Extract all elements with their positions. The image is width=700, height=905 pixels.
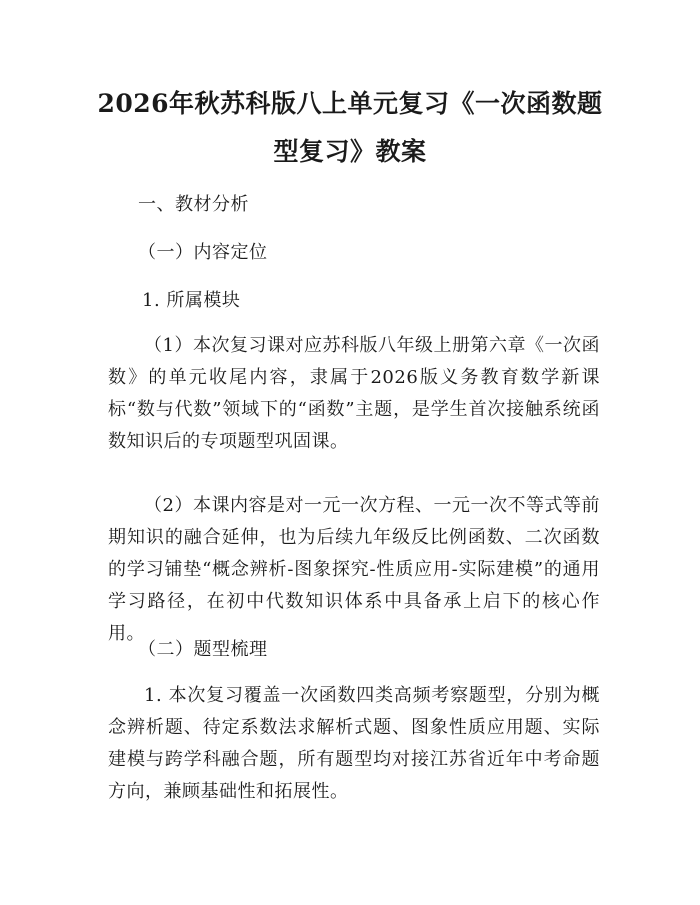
document-title-line-1: 2026年秋苏科版八上单元复习《一次函数题 — [97, 89, 603, 118]
paragraph-2: （2）本课内容是对一元一次方程、一元一次不等式等前期知识的融合延伸，也为后续九年级反比例函数、二次函数的学习铺垫“概念辨析-图象探究-性质应用-实际建模”的通用学习路径，在初中代数知识体系中具备承上启下的核心作用。 — [108, 495, 600, 644]
section-heading-teaching-material-analysis: 一、教材分析 — [138, 194, 249, 215]
item-heading-module: 1. 所属模块 — [142, 290, 241, 311]
subsection-heading-question-types: （二）题型梳理 — [138, 639, 268, 660]
paragraph-3: 1. 本次复习覆盖一次函数四类高频考察题型，分别为概念辨析题、待定系数法求解析式题、图象性质应用题、实际建模与跨学科融合题，所有题型均对接江苏省近年中考命题方向，兼顾基础性和拓展性。 — [108, 685, 600, 802]
paragraph-1: （1）本次复习课对应苏科版八年级上册第六章《一次函数》的单元收尾内容，隶属于2026版义务教育数学新课标“数与代数”领域下的“函数”主题，是学生首次接触系统函数知识后的专项题型巩固课。 — [108, 335, 600, 452]
document-title-line-2: 型复习》教案 — [273, 137, 427, 166]
subsection-heading-content-positioning: （一）内容定位 — [138, 242, 268, 263]
